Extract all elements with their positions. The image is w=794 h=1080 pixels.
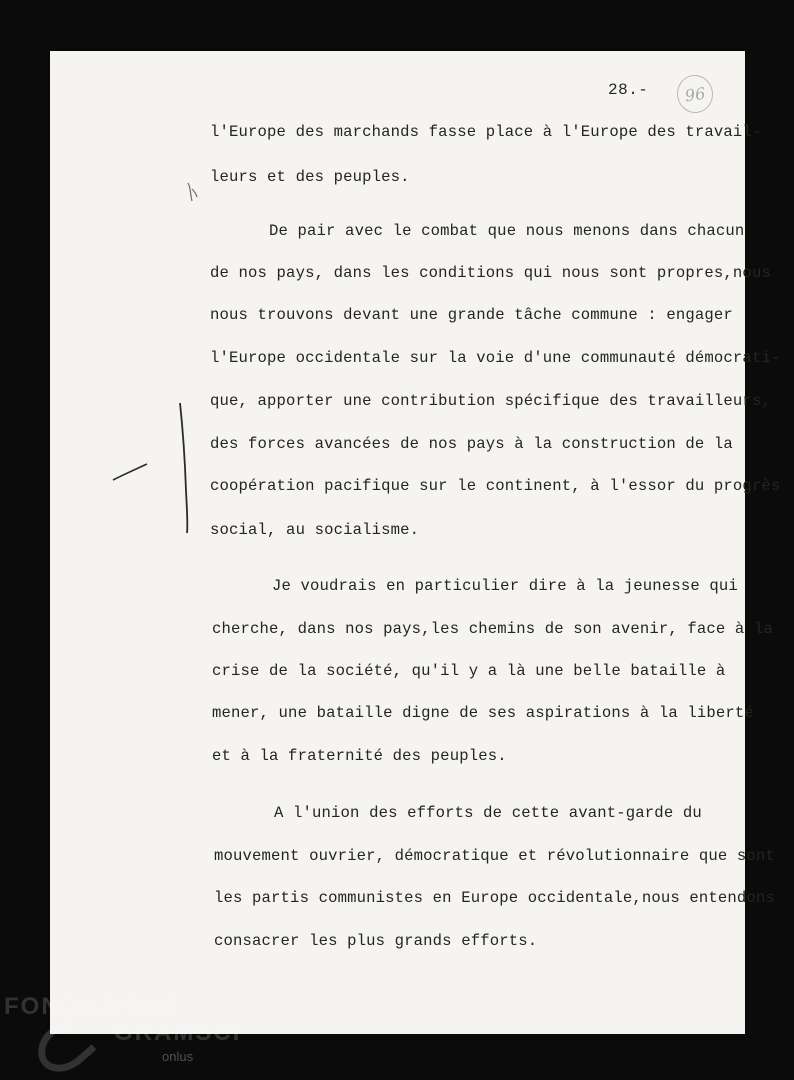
archive-number-stamp: 96	[675, 73, 716, 116]
text-line: Je voudrais en particulier dire à la jeunesse qui	[272, 577, 738, 595]
margin-annotation	[50, 51, 250, 551]
text-line: cherche, dans nos pays,les chemins de son avenir, face à la	[212, 620, 773, 638]
text-line: que, apporter une contribution spécifique des travailleurs,	[210, 392, 771, 410]
document-page	[50, 51, 781, 1034]
text-line: et à la fraternité des peuples.	[212, 747, 507, 765]
margin-tick	[113, 464, 147, 480]
watermark-line1: FONDAZIONE	[4, 993, 183, 1020]
watermark-line2: GRAMSCI	[114, 1019, 242, 1046]
text-line: nous trouvons devant une grande tâche commune : engager	[210, 306, 733, 324]
text-line: de nos pays, dans les conditions qui nous sont propres,nous	[210, 264, 771, 282]
text-line: des forces avancées de nos pays à la construction de la	[210, 435, 733, 453]
text-line: l'Europe des marchands fasse place à l'Europe des travail-	[210, 123, 762, 141]
text-line: l'Europe occidentale sur la voie d'une communauté démocrati-	[210, 349, 781, 367]
text-line: De pair avec le combat que nous menons dans chacun	[269, 222, 745, 240]
text-line: mener, une bataille digne de ses aspirations à la liberté	[212, 704, 754, 722]
text-line: les partis communistes en Europe occidentale,nous entendons	[214, 889, 775, 907]
text-line: consacrer les plus grands efforts.	[214, 932, 538, 950]
swoosh-icon	[34, 1017, 104, 1077]
text-line: A l'union des efforts de cette avant-garde du	[274, 804, 702, 822]
text-line: crise de la société, qu'il y a là une belle bataille à	[212, 662, 726, 680]
margin-scribble	[188, 183, 197, 201]
watermark-line3: onlus	[162, 1049, 194, 1064]
margin-vertical-bar	[180, 403, 187, 533]
text-line: mouvement ouvrier, démocratique et révolutionnaire que sont	[214, 847, 775, 865]
text-line: social, au socialisme.	[210, 521, 420, 539]
page-number: 28.-	[608, 81, 649, 99]
text-line: coopération pacifique sur le continent, à l'essor du progrès	[210, 477, 781, 495]
text-line: leurs et des peuples.	[210, 168, 410, 186]
